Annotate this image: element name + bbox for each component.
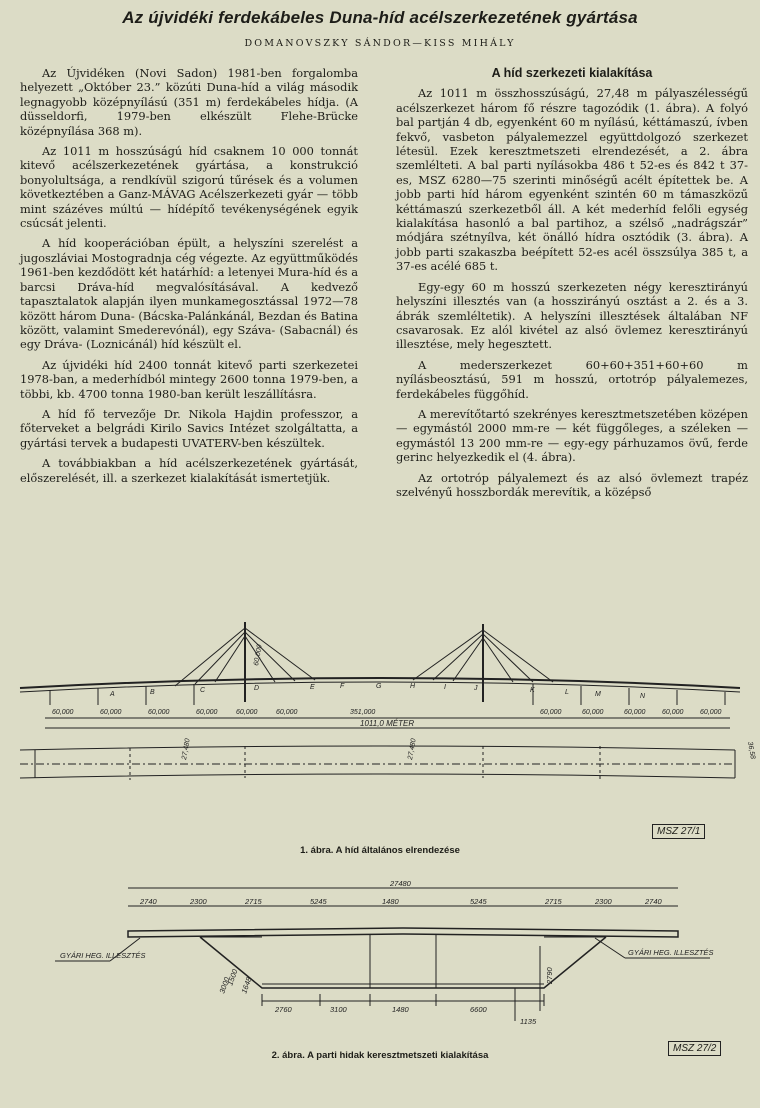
section-heading: A híd szerkezeti kialakítása (491, 66, 653, 80)
span-label: 60,000 (52, 709, 74, 716)
span-label: 60,000 (700, 709, 722, 716)
top-dimension: 5245 (310, 897, 327, 906)
paragraph: A továbbiakban a híd acélszerkezetének gyártását, előszerelését, ill. a szerkezet kialakítását ismertetjük. (20, 456, 358, 485)
segment-letter: C (200, 687, 206, 694)
paragraph: Egy-egy 60 m hosszú szerkezeten négy keresztirányú helyszíni illesztés van (a hosszirányú osztást a 2. és a 3. ábrák szemléltetik). A helyszíni illesztések általában NF csavarosak. Ez alól kivétel az alsó övlemez keresztirányú illesztése, mely hegesztett. (396, 279, 748, 352)
left-column (20, 66, 358, 491)
paragraph: Az 1011 m összhosszúságú, 27,48 m pályaszélességű acélszerkezet három fő részre tagozódik (1. ábra). A folyó bal partján 4 db, egyenként 60 m nyílású, kéttámaszú, ívben fekvő, vasbeton pályalemezzel együttdolgozó szerkezet létesül. Ezek keresztmetszeti elrendezését, a 2. ábra szemlélteti. A bal parti nyílásokba 486 t 52-es és 842 t 37-es, MSZ 6280—75 szerinti minőségű acélt építettek be. A jobb parti híd három egyenként szintén 60 m támaszközű kéttámaszú szerkezetből áll. A két mederhíd felőli egység kialakítása hasonló a bal partihoz, a szélső „nadrágszár” módjára szétnyílva, két önálló hídra osztódik (3. ábra). A jobb parti szakaszba beépített 52-es acél összsúlya 385 t, a 37-es acélé 685 t. (396, 86, 748, 274)
depth-dimension: 2790 (545, 967, 554, 984)
span-label: 60,000 (148, 709, 170, 716)
bottom-dimension: 6600 (470, 1005, 487, 1014)
segment-letter: D (254, 685, 260, 692)
paragraph: A híd kooperációban épült, a helyszíni szerelést a jugoszláviai Mostogradnja cég végezte. Az együttműködés 1961-ben kezdődött két határhíd: a letenyei Mura-híd és a barcsi Dráva-híd megvalósításával. A kedvező tapasztalatok alapján ilyen munkamegosztással 1972—78 között három Duna- (Bácska-Palánkánál, Bezdan és Batina között, valamint Smederevónál), egy Száva- (Sabacnál) és egy Dráva- (Loznicánál) híd készült el. (20, 236, 358, 352)
span-label: 60,000 (582, 709, 604, 716)
segment-letter: J (474, 685, 478, 692)
paragraph: A mederszerkezet 60+60+351+60+60 m nyílásbeosztású, 591 m hosszú, ortotróp pályalemezes, ferdekábeles függőhíd. (396, 357, 748, 401)
segment-letter: E (310, 684, 315, 691)
bottom-dimension: 1480 (392, 1005, 409, 1014)
top-dimension: 1480 (382, 897, 399, 906)
top-dimension: 2715 (245, 897, 262, 906)
figure-2 (0, 876, 760, 1046)
segment-letter: K (530, 687, 535, 694)
depth-dimension: 1500 (225, 967, 240, 987)
top-dimension: 2715 (545, 897, 562, 906)
width-label: 27,480 (181, 738, 192, 761)
span-label: 60,000 (236, 709, 258, 716)
cross-section-drawing (0, 876, 760, 1046)
bridge-elevation-drawing (0, 610, 760, 840)
span-label: 351,000 (350, 709, 376, 716)
segment-letter: A (110, 691, 115, 698)
splice-label: GYÁRI HEG. ILLESZTÉS (60, 951, 146, 960)
bottom-dimension: 3100 (330, 1005, 347, 1014)
bottom-dimension: 2760 (275, 1005, 292, 1014)
segment-letter: N (640, 693, 646, 700)
segment-letter: B (150, 689, 155, 696)
top-dimension: 2740 (645, 897, 662, 906)
paragraph: Az 1011 m hosszúságú híd csaknem 10 000 tonnát kitevő acélszerkezetének gyártása, a konstrukció bonyolultsága, a rendkívül szigorú tűrések és a volumen következtében a Ganz-MÁVAG Acélszerkezeti gyár — több mint százéves múltú — hídépítő tevékenységének egyik csúcsát jelenti. (20, 144, 358, 231)
figure-1-caption: 1. ábra. A híd általános elrendezése (300, 845, 460, 856)
end-width-label: 36,58 (746, 741, 756, 760)
figure-2-caption: 2. ábra. A parti hidak keresztmetszeti kialakítása (271, 1050, 489, 1061)
segment-letter: L (565, 689, 569, 696)
span-label: 60,000 (100, 709, 122, 716)
top-dimension: 2740 (140, 897, 157, 906)
paragraph: A merevítőtartó szekrényes keresztmetszetében középen — egymástól 2000 mm-re — két függőleges, a széleken — egymástól 13 200 mm-re — egy-egy párhuzamos övű, ferde gerinc helyezkedik el (4. ábra). (396, 406, 748, 465)
span-label: 60,000 (196, 709, 218, 716)
pylon-height-label: 60,000 (253, 644, 264, 667)
depth-dimension: 1648 (239, 975, 254, 995)
segment-letter: H (410, 683, 416, 690)
total-length-label: 1011,0 MÉTER (360, 719, 415, 728)
top-dimension: 2300 (595, 897, 612, 906)
top-dimension: 5245 (470, 897, 487, 906)
span-label: 60,000 (540, 709, 562, 716)
segment-letter: I (444, 684, 446, 691)
figure-1 (0, 610, 760, 840)
segment-letter: G (376, 683, 382, 690)
total-width-label: 27480 (390, 879, 411, 888)
right-column (396, 66, 748, 505)
depth-dimension: 1135 (520, 1017, 537, 1026)
article-authors: DOMANOVSZKY SÁNDOR—KISS MIHÁLY (244, 38, 516, 49)
paragraph: Az ortotróp pályalemezt és az alsó övlemezt trapéz szelvényű hosszbordák merevítik, a középső (396, 470, 748, 499)
span-label: 60,000 (662, 709, 684, 716)
splice-label: GYÁRI HEG. ILLESZTÉS (628, 948, 714, 957)
paragraph: Az Újvidéken (Novi Sadon) 1981-ben forgalomba helyezett „Október 23.” közúti Duna-híd a világ második legnagyobb középnyílású (351 m) ferdekábeles hídja. (A düsseldorfi, 1979-ben elkészült Flehe-Brücke középnyílása 368 m). (20, 66, 358, 138)
paragraph: Az újvidéki híd 2400 tonnát kitevő parti szerkezetei 1978-ban, a mederhídból mintegy 2600 tonna 1979-ben, a többi, kb. 4700 tonna 1980-ban került leszállításra. (20, 357, 358, 401)
figure-1-mark: MSZ 27/1 (652, 824, 705, 839)
segment-letter: F (340, 683, 345, 690)
paragraph: A híd fő tervezője Dr. Nikola Hajdin professzor, a főterveket a belgrádi Kirilo Savics Intézet szolgáltatta, a gyártási tervek a budapesti UVATERV-ben készültek. (20, 406, 358, 450)
top-dimension: 2300 (190, 897, 207, 906)
span-label: 60,000 (624, 709, 646, 716)
figure-2-mark: MSZ 27/2 (668, 1041, 721, 1056)
depth-dimension: 3000 (217, 975, 232, 995)
width-label: 27,480 (407, 738, 418, 761)
article-title: Az újvidéki ferdekábeles Duna-híd acélszerkezetének gyártása (122, 8, 638, 27)
span-label: 60,000 (276, 709, 298, 716)
segment-letter: M (595, 691, 601, 698)
